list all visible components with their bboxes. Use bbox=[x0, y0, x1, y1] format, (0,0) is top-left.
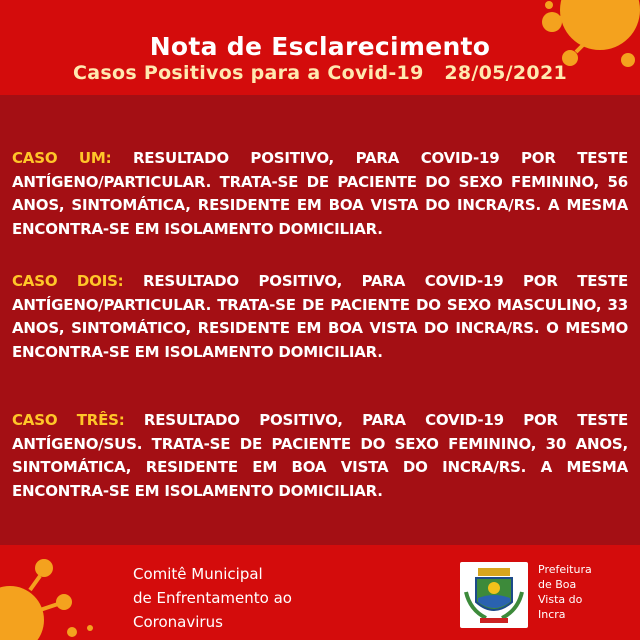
case-label: CASO TRÊS: bbox=[12, 411, 125, 429]
case-text: RESULTADO POSITIVO, PARA COVID-19 POR TESTE ANTÍGENO/PARTICULAR. TRATA-SE DE PACIENTE DO SEXO MASCULINO, 33 ANOS, SINTOMÁTICO, RESIDENTE EM BOA VISTA DO INCRA/RS. O MESMO ENCONTRA-SE EM ISOLAMENTO DOMICILIAR. bbox=[12, 272, 628, 361]
prefeitura-line: Incra bbox=[538, 608, 566, 621]
prefeitura-line: de Boa bbox=[538, 578, 577, 591]
case-label: CASO DOIS: bbox=[12, 272, 124, 290]
prefeitura-signature bbox=[538, 562, 592, 622]
prefeitura-line: Vista do bbox=[538, 593, 583, 606]
header bbox=[0, 0, 640, 90]
committee-line: de Enfrentamento ao bbox=[133, 589, 292, 607]
page-subtitle: Casos Positivos para a Covid-19 28/05/2021 bbox=[73, 62, 567, 84]
municipal-coat-of-arms-icon bbox=[460, 562, 528, 628]
prefeitura-line: Prefeitura bbox=[538, 563, 592, 576]
coronavirus-icon bbox=[0, 548, 100, 640]
page-title: Nota de Esclarecimento bbox=[149, 32, 491, 61]
case-text: RESULTADO POSITIVO, PARA COVID-19 POR TESTE ANTÍGENO/SUS. TRATA-SE DE PACIENTE DO SEXO FEMININO, 30 ANOS, SINTOMÁTICA, RESIDENTE EM BOA VISTA DO INCRA/RS. A MESMA ENCONTRA-SE EM ISOLAMENTO DOMICILIAR. bbox=[12, 411, 628, 500]
committee-line: Coronavirus bbox=[133, 613, 223, 631]
case-label: CASO UM: bbox=[12, 149, 112, 167]
case-text: RESULTADO POSITIVO, PARA COVID-19 POR TESTE ANTÍGENO/PARTICULAR. TRATA-SE DE PACIENTE DO SEXO FEMININO, 56 ANOS, SINTOMÁTICA, RESIDENTE EM BOA VISTA DO INCRA/RS. A MESMA ENCONTRA-SE EM ISOLAMENTO DOMICILIAR. bbox=[12, 149, 628, 238]
case-two bbox=[12, 270, 628, 364]
case-three bbox=[12, 409, 628, 503]
case-one bbox=[12, 147, 628, 241]
committee-line: Comitê Municipal bbox=[133, 565, 263, 583]
committee-signature bbox=[133, 562, 292, 634]
